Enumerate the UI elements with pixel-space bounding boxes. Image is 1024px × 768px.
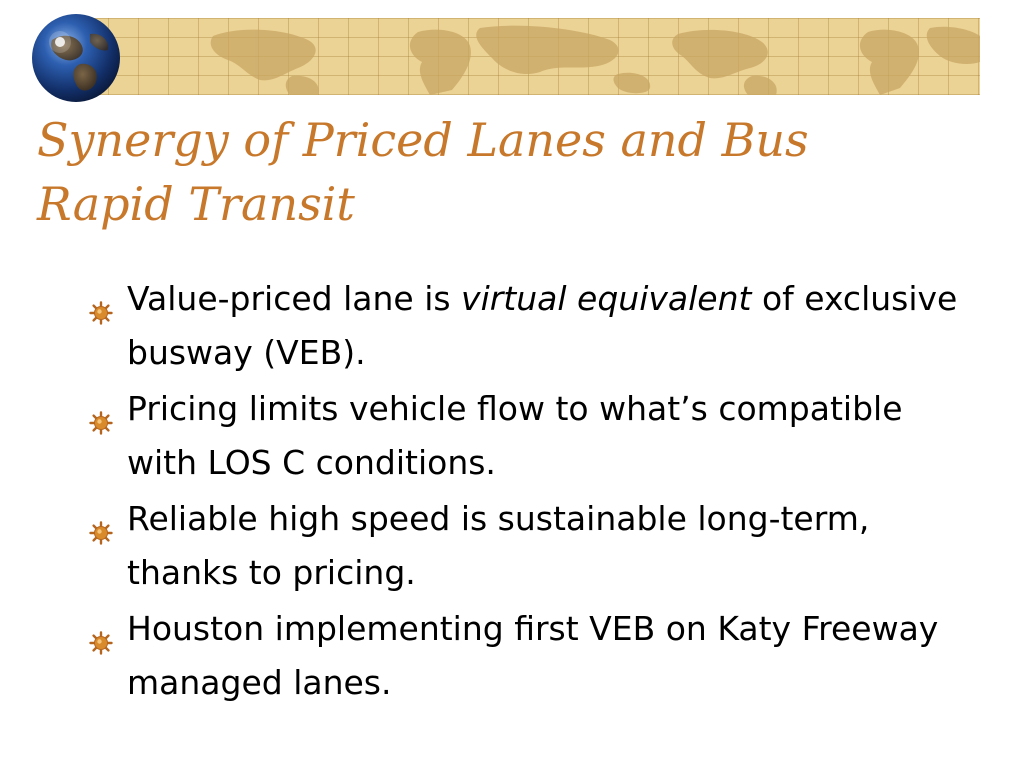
bullet-text: Reliable high speed is sustainable long-term, thanks to pricing. bbox=[127, 499, 870, 592]
slide-title-line-2: Rapid Transit bbox=[37, 177, 355, 231]
world-map-banner bbox=[78, 18, 980, 95]
bullet-item bbox=[84, 382, 964, 490]
sun-bullet-icon bbox=[89, 617, 113, 641]
world-map-icon bbox=[78, 18, 980, 95]
sun-bullet-icon bbox=[89, 287, 113, 311]
bullet-emphasis: virtual equivalent bbox=[461, 279, 752, 318]
slide-title-line-1: Synergy of Priced Lanes and Bus bbox=[37, 113, 809, 167]
slide-title bbox=[37, 108, 937, 236]
bullet-text: Pricing limits vehicle flow to what’s compatible with LOS C conditions. bbox=[127, 389, 903, 482]
bullet-text: Houston implementing first VEB on Katy Freeway managed lanes. bbox=[127, 609, 939, 702]
bullet-item bbox=[84, 492, 964, 600]
bullet-text: Value-priced lane is virtual equivalent of exclusive busway (VEB). bbox=[127, 279, 958, 372]
sun-bullet-icon bbox=[89, 507, 113, 531]
bullet-item bbox=[84, 602, 964, 710]
sun-bullet-icon bbox=[89, 397, 113, 421]
bullet-item bbox=[84, 272, 964, 380]
globe-icon bbox=[30, 12, 122, 104]
bullet-list bbox=[84, 272, 964, 712]
